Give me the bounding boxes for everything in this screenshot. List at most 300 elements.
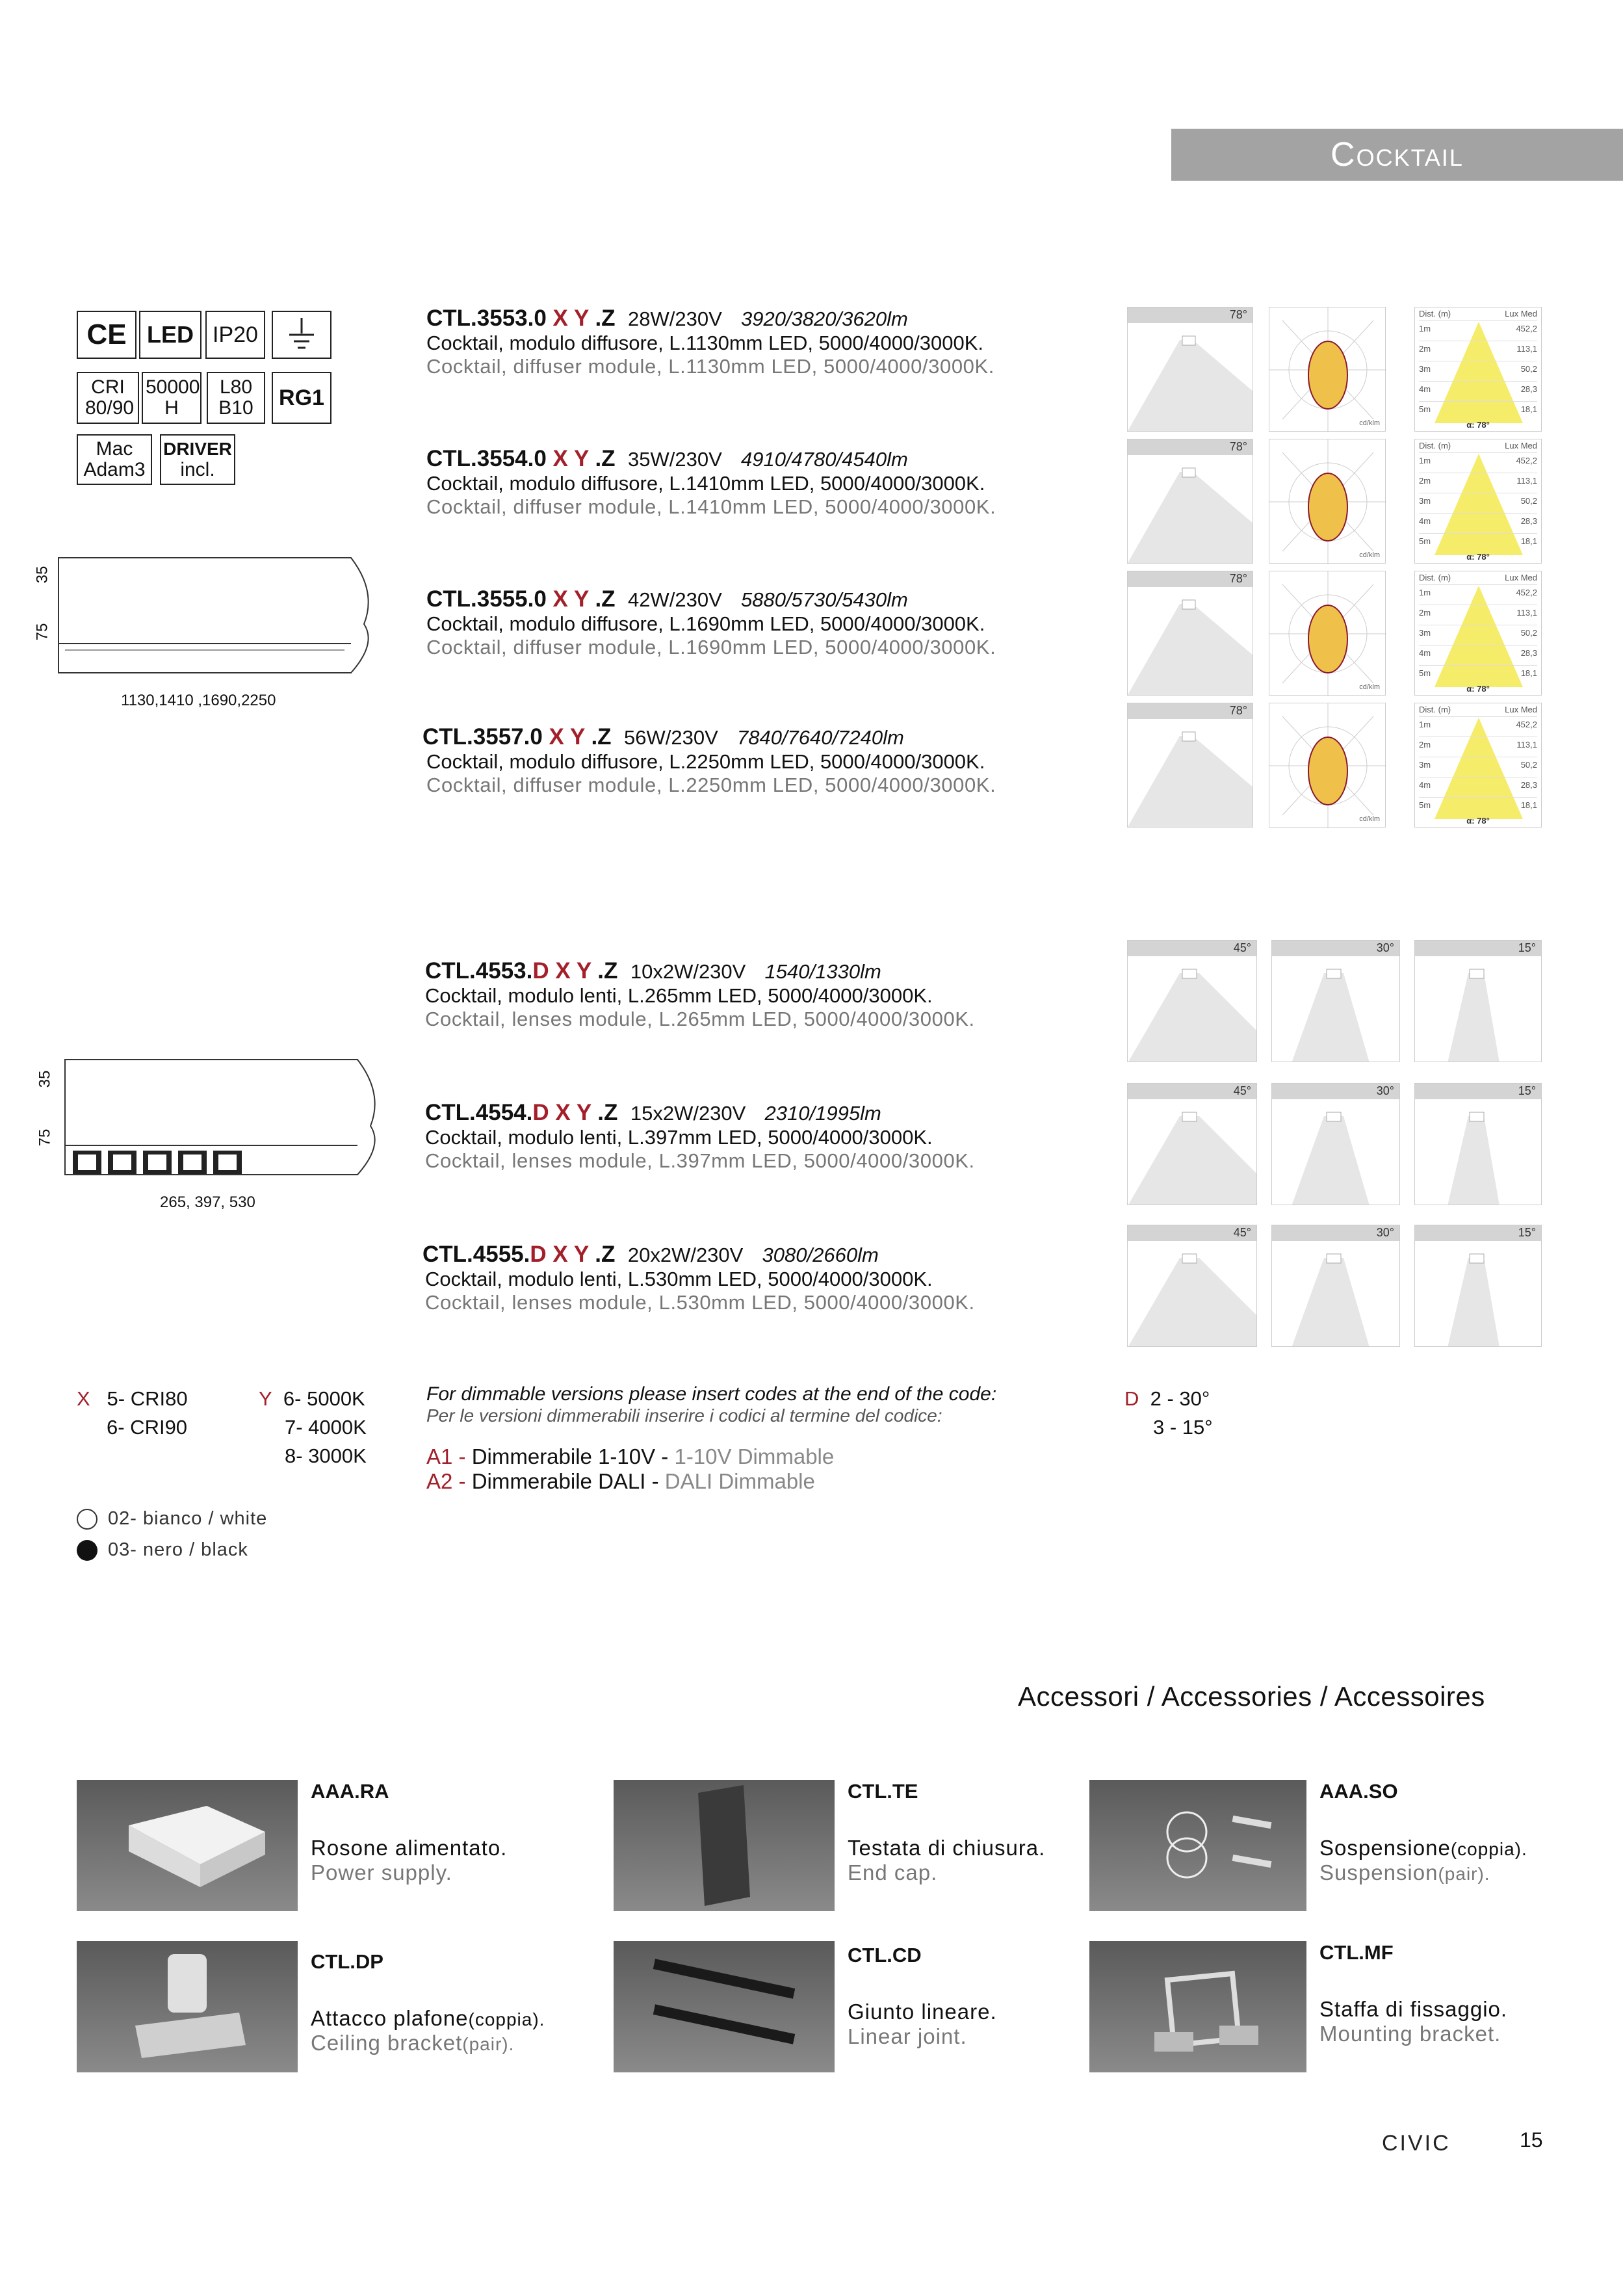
beam-diagram-diffuser — [1127, 571, 1253, 696]
accessory-qty-it: (coppia). — [468, 2009, 545, 2029]
lux-head-lux: Lux Med — [1505, 441, 1537, 450]
lumen: 3920/3820/3620lm — [740, 307, 908, 330]
lux-value: 18,1 — [1520, 668, 1537, 678]
polar-unit-label: cd/klm — [1359, 683, 1380, 691]
dimmable-note — [426, 1383, 1109, 1494]
accessory-ctl-te — [848, 1780, 1045, 1885]
product-ctl3553 — [426, 306, 1115, 378]
y-variant: Y — [576, 1100, 591, 1125]
accessory-code: CTL.DP — [311, 1950, 383, 1973]
accessory-code: CTL.TE — [848, 1780, 918, 1803]
lux-value: 113,1 — [1516, 608, 1537, 618]
lux-dist: 4m — [1419, 516, 1431, 526]
color-black-option — [77, 1539, 248, 1561]
x-option-1: 5- CRI80 — [107, 1387, 188, 1410]
accessory-code: CTL.CD — [848, 1944, 922, 1966]
lux-dist: 5m — [1419, 404, 1431, 414]
accessory-name-it: Attacco plafone — [311, 2006, 469, 2030]
lux-row — [1419, 361, 1537, 382]
power: 10x2W/230V — [630, 960, 746, 983]
dim-lengths-label: 1130,1410 ,1690,2250 — [121, 692, 276, 709]
lumen: 5880/5730/5430lm — [740, 588, 908, 611]
accessory-image-rosone — [77, 1780, 298, 1911]
lux-value: 452,2 — [1516, 588, 1537, 597]
lux-head-dist: Dist. (m) — [1419, 441, 1451, 450]
lux-row — [1419, 320, 1537, 341]
l80-text: L80 B10 — [218, 376, 253, 419]
power: 35W/230V — [628, 448, 722, 471]
polar-diagram — [1269, 571, 1386, 696]
accessories-title: Accessori / Accessories / Accessoires — [1018, 1681, 1485, 1712]
beam-diagram-lens — [1271, 1083, 1400, 1205]
d-variant: D — [532, 958, 549, 984]
lux-dist: 1m — [1419, 324, 1431, 333]
dimmable-note-it: Per le versioni dimmerabili inserire i codici al termine del codice: — [426, 1405, 942, 1426]
accessory-image-testata — [614, 1780, 835, 1911]
lux-dist: 3m — [1419, 364, 1431, 374]
accessory-name-it: Testata di chiusura. — [848, 1836, 1046, 1860]
lux-value: 18,1 — [1520, 536, 1537, 546]
lux-head-lux: Lux Med — [1505, 309, 1537, 319]
dim2-lengths-label: 265, 397, 530 — [160, 1194, 255, 1211]
power: 15x2W/230V — [630, 1102, 746, 1125]
product-code: CTL.3554.0 — [426, 446, 547, 471]
d-code-legend — [1124, 1385, 1213, 1442]
y-variant: Y — [570, 724, 585, 750]
mounting-bracket-icon — [1089, 1941, 1306, 2072]
lux-head-lux: Lux Med — [1505, 705, 1537, 714]
product-code: CTL.4553. — [425, 958, 533, 984]
accessory-name-it: Rosone alimentato. — [311, 1836, 508, 1860]
x-variant: X — [552, 306, 568, 331]
lux-dist: 2m — [1419, 740, 1431, 750]
description-it: Cocktail, modulo lenti, L.530mm LED, 5000/4000/3000K. — [425, 1268, 933, 1290]
beam-diagram-diffuser — [1127, 307, 1253, 432]
x-code-legend — [77, 1385, 188, 1442]
product-code: CTL.3555.0 — [426, 586, 547, 612]
polar-curve-icon — [1269, 439, 1386, 564]
lux-row — [1419, 473, 1537, 493]
lux-table — [1414, 571, 1542, 696]
led-badge — [139, 311, 201, 359]
z-variant: .Z — [595, 306, 616, 331]
beam-angle-label: 15° — [1518, 941, 1536, 954]
lux-dist: 5m — [1419, 800, 1431, 810]
product-code-line — [426, 446, 1115, 472]
a1-option — [426, 1444, 1109, 1469]
description-en: Cocktail, lenses module, L.397mm LED, 5000/4000/3000K. — [425, 1149, 975, 1172]
black-label: 03- nero / black — [108, 1539, 248, 1560]
d-variant: D — [532, 1100, 549, 1125]
ceiling-bracket-icon — [77, 1941, 298, 2072]
lux-row — [1419, 625, 1537, 646]
lux-row — [1419, 757, 1537, 777]
polar-unit-label: cd/klm — [1359, 551, 1380, 559]
lux-value: 113,1 — [1516, 740, 1537, 750]
suspension-icon — [1089, 1780, 1306, 1911]
z-variant: .Z — [595, 1242, 616, 1267]
product-code-line — [426, 306, 1115, 332]
x-variant: X — [552, 1242, 568, 1267]
lux-value: 18,1 — [1520, 800, 1537, 810]
ce-badge — [77, 311, 136, 359]
lux-row — [1419, 584, 1537, 605]
y-variant: Y — [573, 1242, 589, 1267]
lux-dist: 2m — [1419, 344, 1431, 354]
lux-alpha: α: 78° — [1466, 420, 1490, 430]
beam-cone-icon — [1415, 941, 1542, 1062]
description-it: Cocktail, modulo diffusore, L.1690mm LED, 5000/4000/3000K. — [426, 612, 985, 635]
beam-cone-icon — [1272, 1084, 1400, 1205]
lux-row — [1419, 533, 1537, 554]
lux-dist: 5m — [1419, 536, 1431, 546]
lux-dist: 3m — [1419, 628, 1431, 638]
x-option-2: 6- CRI90 — [107, 1416, 188, 1439]
dim2-h2-label: 75 — [36, 1128, 54, 1147]
polar-diagram — [1269, 439, 1386, 564]
description-it: Cocktail, modulo diffusore, L.1410mm LED, 5000/4000/3000K. — [426, 472, 985, 495]
beam-cone-icon — [1128, 307, 1253, 432]
cri-text: CRI 80/90 — [85, 376, 135, 419]
z-variant: .Z — [597, 958, 618, 984]
product-ctl4554 — [425, 1100, 1114, 1173]
beam-angle-label: 30° — [1376, 1226, 1394, 1239]
product-code-line — [426, 586, 1115, 612]
page-number: 15 — [1520, 2128, 1543, 2152]
beam-angle-label: 30° — [1376, 941, 1394, 954]
accessory-code: CTL.MF — [1319, 1941, 1394, 1964]
beam-diagram-lens — [1414, 1083, 1542, 1205]
description-en: Cocktail, diffuser module, L.1130mm LED, 5000/4000/3000K. — [426, 355, 994, 378]
beam-angle-label: 45° — [1233, 1084, 1251, 1097]
polar-curve-icon — [1269, 571, 1386, 696]
accessory-aaa-so — [1319, 1780, 1527, 1885]
driver-sub-text: incl. — [180, 459, 215, 480]
power: 20x2W/230V — [627, 1244, 744, 1266]
life-badge — [142, 372, 201, 424]
product-ctl3557 — [422, 724, 1111, 797]
linear-joint-icon — [614, 1941, 835, 2072]
lux-row — [1419, 777, 1537, 798]
beam-cone-icon — [1128, 1084, 1257, 1205]
beam-diagram-lens — [1414, 1225, 1542, 1347]
x-variant: X — [552, 586, 568, 612]
section-title — [1171, 129, 1623, 181]
description-it: Cocktail, modulo diffusore, L.1130mm LED, 5000/4000/3000K. — [426, 332, 984, 354]
beam-diagram-lens — [1127, 940, 1257, 1062]
lux-row — [1419, 493, 1537, 514]
white-label: 02- bianco / white — [108, 1508, 268, 1529]
lux-value: 28,3 — [1520, 780, 1537, 790]
y-label: Y — [259, 1387, 272, 1410]
lux-row — [1419, 665, 1537, 686]
profile-drawing-diffuser — [32, 553, 377, 709]
power: 42W/230V — [628, 588, 722, 611]
z-variant: .Z — [597, 1100, 618, 1125]
d-variant: D — [530, 1242, 547, 1267]
a2-it: Dimmerabile DALI - — [471, 1469, 665, 1493]
description-en: Cocktail, lenses module, L.265mm LED, 5000/4000/3000K. — [425, 1008, 975, 1030]
accessory-name-en: Power supply. — [311, 1860, 452, 1885]
description-it: Cocktail, modulo diffusore, L.2250mm LED, 5000/4000/3000K. — [426, 750, 985, 773]
accessory-image-sospensione — [1089, 1780, 1306, 1911]
accessory-image-attacco — [77, 1941, 298, 2072]
accessory-aaa-ra — [311, 1780, 507, 1885]
lux-value: 113,1 — [1516, 476, 1537, 486]
ce-text: CE — [86, 319, 127, 350]
accessory-qty-it: (coppia). — [1450, 1839, 1527, 1859]
beam-cone-icon — [1128, 703, 1253, 828]
beam-diagram-lens — [1127, 1225, 1257, 1347]
beam-angle-label: 78° — [1229, 440, 1247, 453]
lux-value: 50,2 — [1520, 496, 1537, 506]
ip-badge — [205, 311, 265, 359]
polar-curve-icon — [1269, 307, 1386, 432]
color-white-option — [77, 1508, 267, 1530]
lux-dist: 4m — [1419, 780, 1431, 790]
x-variant: X — [549, 724, 564, 750]
beam-cone-icon — [1128, 571, 1253, 696]
accessory-name-en: Linear joint. — [848, 2024, 967, 2048]
y-variant: Y — [574, 586, 589, 612]
lux-head-dist: Dist. (m) — [1419, 705, 1451, 714]
lux-value: 452,2 — [1516, 324, 1537, 333]
beam-cone-icon — [1272, 941, 1400, 1062]
y-option-3: 8- 3000K — [285, 1444, 367, 1467]
black-swatch-icon — [77, 1540, 97, 1561]
beam-diagram-lens — [1414, 940, 1542, 1062]
rg-badge — [272, 372, 331, 424]
beam-angle-label: 45° — [1233, 941, 1251, 954]
accessory-code: AAA.RA — [311, 1780, 389, 1803]
lumen: 4910/4780/4540lm — [740, 448, 908, 471]
description-en: Cocktail, diffuser module, L.1690mm LED, 5000/4000/3000K. — [426, 636, 996, 659]
accessory-name-en: Ceiling bracket — [311, 2031, 463, 2055]
lumen: 3080/2660lm — [762, 1244, 879, 1266]
lux-dist: 2m — [1419, 608, 1431, 618]
accessory-name-en: Mounting bracket. — [1319, 2022, 1501, 2046]
rg-text: RG1 — [279, 385, 324, 410]
a1-en: 1-10V Dimmable — [674, 1444, 835, 1468]
beam-cone-icon — [1128, 1225, 1257, 1347]
lux-dist: 4m — [1419, 648, 1431, 658]
accessory-name-it: Giunto lineare. — [848, 2000, 997, 2024]
accessory-image-giunto — [614, 1941, 835, 2072]
power-supply-icon — [77, 1780, 298, 1911]
accessory-name-it: Sospensione — [1319, 1836, 1451, 1860]
beam-angle-label: 78° — [1229, 572, 1247, 585]
y-option-2: 7- 4000K — [285, 1416, 367, 1439]
ground-icon — [285, 317, 318, 353]
accessory-qty-en: (pair). — [1438, 1864, 1490, 1884]
lux-row — [1419, 605, 1537, 625]
product-code: CTL.4555. — [422, 1242, 530, 1267]
end-cap-icon — [614, 1780, 835, 1911]
polar-unit-label: cd/klm — [1359, 815, 1380, 823]
product-code-line — [422, 724, 1111, 750]
description-en: Cocktail, lenses module, L.530mm LED, 5000/4000/3000K. — [425, 1291, 975, 1314]
dim2-h1-label: 35 — [36, 1070, 54, 1088]
macadam-badge — [77, 434, 152, 485]
lux-dist: 2m — [1419, 476, 1431, 486]
lux-row — [1419, 401, 1537, 422]
beam-angle-label: 30° — [1376, 1084, 1394, 1097]
lux-table — [1414, 307, 1542, 432]
life-text: 50000 H — [146, 376, 200, 419]
accessory-qty-en: (pair). — [462, 2034, 515, 2054]
z-variant: .Z — [595, 586, 616, 612]
y-code-legend — [259, 1385, 367, 1470]
lux-alpha: α: 78° — [1466, 684, 1490, 694]
y-variant: Y — [576, 958, 591, 984]
brand-logo: CIVIC — [1382, 2131, 1451, 2156]
lux-head-lux: Lux Med — [1505, 573, 1537, 582]
lux-dist: 1m — [1419, 456, 1431, 465]
lumen: 1540/1330lm — [764, 960, 881, 983]
product-code-line — [425, 1100, 1114, 1126]
y-option-1: 6- 5000K — [283, 1387, 365, 1410]
accessory-name-en: Suspension — [1319, 1860, 1438, 1885]
lumen: 2310/1995lm — [764, 1102, 881, 1125]
a1-it: Dimmerabile 1-10V - — [471, 1444, 675, 1468]
accessory-ctl-cd — [848, 1944, 997, 2049]
lux-table — [1414, 439, 1542, 564]
product-code: CTL.3553.0 — [426, 306, 547, 331]
x-variant: X — [555, 958, 571, 984]
beam-diagram-diffuser — [1127, 703, 1253, 828]
description-it: Cocktail, modulo lenti, L.265mm LED, 5000/4000/3000K. — [425, 984, 933, 1007]
d-label: D — [1124, 1387, 1139, 1410]
z-variant: .Z — [595, 446, 616, 471]
description-en: Cocktail, diffuser module, L.1410mm LED, 5000/4000/3000K. — [426, 495, 996, 518]
beam-diagram-lens — [1271, 940, 1400, 1062]
product-ctl4553 — [425, 958, 1114, 1031]
dim-h1-label: 35 — [33, 566, 51, 584]
lux-value: 50,2 — [1520, 760, 1537, 770]
lux-dist: 1m — [1419, 720, 1431, 729]
lux-row — [1419, 716, 1537, 737]
beam-angle-label: 78° — [1229, 704, 1247, 717]
product-ctl3554 — [426, 446, 1115, 519]
product-code-line — [425, 958, 1114, 984]
lux-row — [1419, 381, 1537, 402]
beam-cone-icon — [1272, 1225, 1400, 1347]
lux-value: 50,2 — [1520, 628, 1537, 638]
a2-en: DALI Dimmable — [664, 1469, 815, 1493]
lux-alpha: α: 78° — [1466, 816, 1490, 826]
lux-dist: 1m — [1419, 588, 1431, 597]
polar-unit-label: cd/klm — [1359, 419, 1380, 427]
lux-row — [1419, 797, 1537, 818]
driver-text: DRIVER — [163, 439, 232, 459]
section-title-text: Cocktail — [1331, 136, 1464, 174]
beam-angle-label: 78° — [1229, 308, 1247, 321]
polar-diagram — [1269, 703, 1386, 828]
polar-curve-icon — [1269, 703, 1386, 828]
z-variant: .Z — [591, 724, 612, 750]
white-swatch-icon — [77, 1509, 97, 1530]
x-label: X — [77, 1387, 90, 1410]
lux-alpha: α: 78° — [1466, 552, 1490, 562]
beam-diagram-lens — [1127, 1083, 1257, 1205]
beam-diagram-lens — [1271, 1225, 1400, 1347]
accessory-name-en: End cap. — [848, 1860, 938, 1885]
product-ctl3555 — [426, 586, 1115, 659]
beam-cone-icon — [1415, 1225, 1542, 1347]
product-code: CTL.3557.0 — [422, 724, 543, 750]
a2-option — [426, 1469, 1109, 1494]
lux-dist: 3m — [1419, 760, 1431, 770]
polar-diagram — [1269, 307, 1386, 432]
profile-drawing-lens — [32, 1054, 377, 1197]
y-variant: Y — [574, 306, 589, 331]
accessory-image-staffa — [1089, 1941, 1306, 2072]
cri-badge — [77, 372, 139, 424]
ip-text: IP20 — [213, 322, 258, 347]
led-text: LED — [147, 321, 194, 348]
lux-row — [1419, 341, 1537, 361]
a2-code: A2 - — [426, 1469, 472, 1493]
accessory-ctl-dp — [311, 1950, 545, 2055]
lux-row — [1419, 452, 1537, 473]
lux-value: 452,2 — [1516, 720, 1537, 729]
x-variant: X — [555, 1100, 571, 1125]
lux-value: 113,1 — [1516, 344, 1537, 354]
description-en: Cocktail, diffuser module, L.2250mm LED, 5000/4000/3000K. — [426, 774, 996, 796]
driver-badge — [160, 434, 235, 485]
accessory-name-it: Staffa di fissaggio. — [1319, 1997, 1508, 2021]
lux-table — [1414, 703, 1542, 828]
dimmable-note-en: For dimmable versions please insert codes at the end of the code: — [426, 1383, 997, 1405]
lux-dist: 4m — [1419, 384, 1431, 394]
beam-angle-label: 15° — [1518, 1084, 1536, 1097]
lux-row — [1419, 513, 1537, 534]
l80-badge — [207, 372, 265, 424]
lux-value: 28,3 — [1520, 648, 1537, 658]
product-code-line — [422, 1242, 1111, 1268]
beam-cone-icon — [1128, 439, 1253, 564]
lumen: 7840/7640/7240lm — [736, 726, 904, 749]
power: 56W/230V — [624, 726, 718, 749]
lux-head-dist: Dist. (m) — [1419, 573, 1451, 582]
lux-dist: 5m — [1419, 668, 1431, 678]
lux-value: 28,3 — [1520, 384, 1537, 394]
accessory-ctl-mf — [1319, 1941, 1507, 2046]
macadam-text: Mac Adam3 — [83, 438, 146, 480]
lux-value: 28,3 — [1520, 516, 1537, 526]
lux-value: 18,1 — [1520, 404, 1537, 414]
description-it: Cocktail, modulo lenti, L.397mm LED, 5000/4000/3000K. — [425, 1126, 933, 1149]
accessory-code: AAA.SO — [1319, 1780, 1398, 1803]
lux-row — [1419, 645, 1537, 666]
beam-angle-label: 45° — [1233, 1226, 1251, 1239]
beam-diagram-diffuser — [1127, 439, 1253, 564]
product-code: CTL.4554. — [425, 1100, 533, 1125]
ground-badge — [272, 311, 331, 359]
product-ctl4555 — [422, 1242, 1111, 1314]
lux-head-dist: Dist. (m) — [1419, 309, 1451, 319]
a1-code: A1 - — [426, 1444, 472, 1468]
d-option-2: 3 - 15° — [1153, 1416, 1213, 1439]
lux-value: 50,2 — [1520, 364, 1537, 374]
power: 28W/230V — [628, 307, 722, 330]
dim-h2-label: 75 — [33, 623, 51, 641]
beam-angle-label: 15° — [1518, 1226, 1536, 1239]
d-option-1: 2 - 30° — [1150, 1387, 1210, 1410]
beam-cone-icon — [1415, 1084, 1542, 1205]
lux-value: 452,2 — [1516, 456, 1537, 465]
beam-cone-icon — [1128, 941, 1257, 1062]
